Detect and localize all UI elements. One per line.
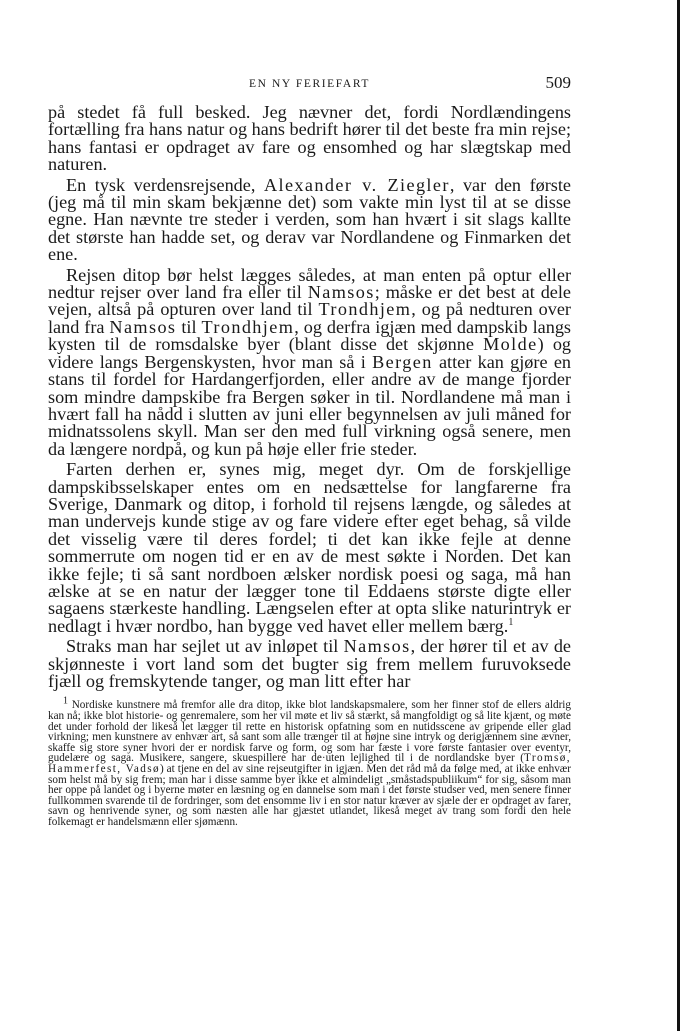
spaced-place-namsos: Namsos [109,316,177,337]
body-text [48,104,571,690]
spaced-place-namsos: Namsos [307,282,375,303]
text-run: , og på nedturen over land fra [48,299,571,337]
book-page [48,70,571,828]
footnote-reference: 1 [508,616,514,628]
text-run: til [176,316,202,337]
spaced-place-molde: Molde [483,334,538,355]
spaced-towns: Tromsø, Hammerfest, Vadsø [48,752,571,775]
paragraph-4 [48,461,571,635]
paragraph-2 [48,174,571,265]
text-run: ; måske er det best at dele vejen, altså på opturen over land til [48,282,571,320]
paragraph-5 [48,638,571,690]
footnote-text: ) at tjene en del av sine rejseutgifter in igjæn. Men det råd må da følge med, at ikke enhvær som helst må by sig frem; man har i disse samme byer ikke et almindeligt „småstadspubliikum“ for sig, såsom man her oppe på landet og i byerne møter en læsning og en dannelse som man i det første studser ved, men senere finner fullkommen svarende til de fordringer, som det ensomme liv i en stor natur kræver av sjæle der er opdraget av farer, savn og henrivende syner, og som næsten alle har gjæstet utlandet, likeså meget av trang som fordi den hele folkemagt er handelsmænn eller sjømænn. [48,762,571,828]
text-run: , og derfra igjæn med dampskib langs kysten til de romsdalske byer (blant disse det skjønne [48,316,571,355]
text-run: Rejsen ditop bør helst lægges således, at man enten på optur eller nedtur rejser over land fra eller til [48,264,571,303]
text-run: , var den første (jeg må til min skam bekjænne det) som vakte min lyst til at se disse egne. Han nævnte tre steder i verden, som han hvært i sit slags kallte det største han hadde set, og derav var Nordlandene og Finmarken det ene. [48,174,571,265]
text-run: Farten derhen er, synes mig, meget dyr. Om de forskjellige dampskibsselskaper entes om en nedsættelse for langfarerne fra Sverige, Danmark og ditop, i forhold til rejsens længde, og således at man undervejs kunde stige av og fare videre efter eget behag, så vilde det visselig være til deres fordel; ti det kan ikke fejle at denne sommerrute om nogen tid er en av de mest søkte i Norden. Det kan ikke fejle; ti så sant nordboen ælsker nordisk poesi og saga, må han ælske at se en natur der lægger tone til Eddaens største digte eller sagaens stærkeste handling. Længselen efter at opta slike naturintryk er nedlagt i hvær nordbo, han bygge ved havet eller mellem bærg. [48,459,571,636]
footnote-mark: 1 [63,695,68,707]
spaced-place-bergen: Bergen [372,351,433,372]
page-header [48,70,571,104]
text-run: , der hører til et av de skjønneste i vort land som det bugter sig frem mellem furuvoksede fjæll og fremskytende tanger, og man litt efter har [48,636,572,691]
paragraph-1: på stedet få full besked. Jeg nævner det, fordi Nordlændingens fortælling fra hans natur og hans bedrift hører til det beste fra min rejse; hans fantasi er opdraget av fare og ensomhed og har slægtskap med naturen. [48,102,571,175]
spaced-place-trondhjem: Trondhjem [318,299,412,320]
spaced-place-trondhjem: Trondhjem [201,316,295,337]
text-run: Straks man har sejlet ut av inløpet til [66,636,344,657]
running-head: EN NY FERIEFART [248,78,371,90]
footnotes [48,695,571,828]
footnote-1 [48,695,571,828]
footnote-text: Nordiske kunstnere må fremfor alle dra ditop, ikke blot landskapsmalere, som her finner stof de ellers aldrig kan nå; ikke blot historie- og genremalere, som her vil møte et liv så stærkt, så mangfoldigt og så lite kjænt, og møte det under forhold der likeså let lægger til rette en historisk opfatning som en nutidsscene av gripende eller glad virkning; men kunstnere av enhvær art, så sant som alle trænger til at højne sine intryk og derigjænnem sine ævner, skaffe sig store syner hvori der er nordisk farve og form, og som har fæste i vore første fantasier over eventyr, gudelære og saga. Musikere, sangere, skuespillere har de·uten lejlighed til i de nordlandske byer ( [48,699,571,765]
page-number: 509 [545,73,571,92]
text-run: ) og videre langs Bergenskysten, hvor man så i [48,334,572,372]
paragraph-3 [48,264,572,459]
spaced-place-namsos: Namsos [343,636,411,657]
spaced-name-ziegler: Alexander v. Ziegler [263,174,450,195]
text-run: atter kan gjøre en stans til fordel for Hardangerfjorden, eller andre av de mange fjorder som mindre dampskibe fra Bergen søker in til. Nordlandene må man i hvært fall ha nådd i slutten av juni eller begynnelsen av juli måned for midnatssolens skyll. Man ser den med full virkning også senere, men da længere nordpå, og kun på høje eller frie steder. [48,351,571,459]
text-run: En tysk verdensrejsende, [66,174,264,195]
